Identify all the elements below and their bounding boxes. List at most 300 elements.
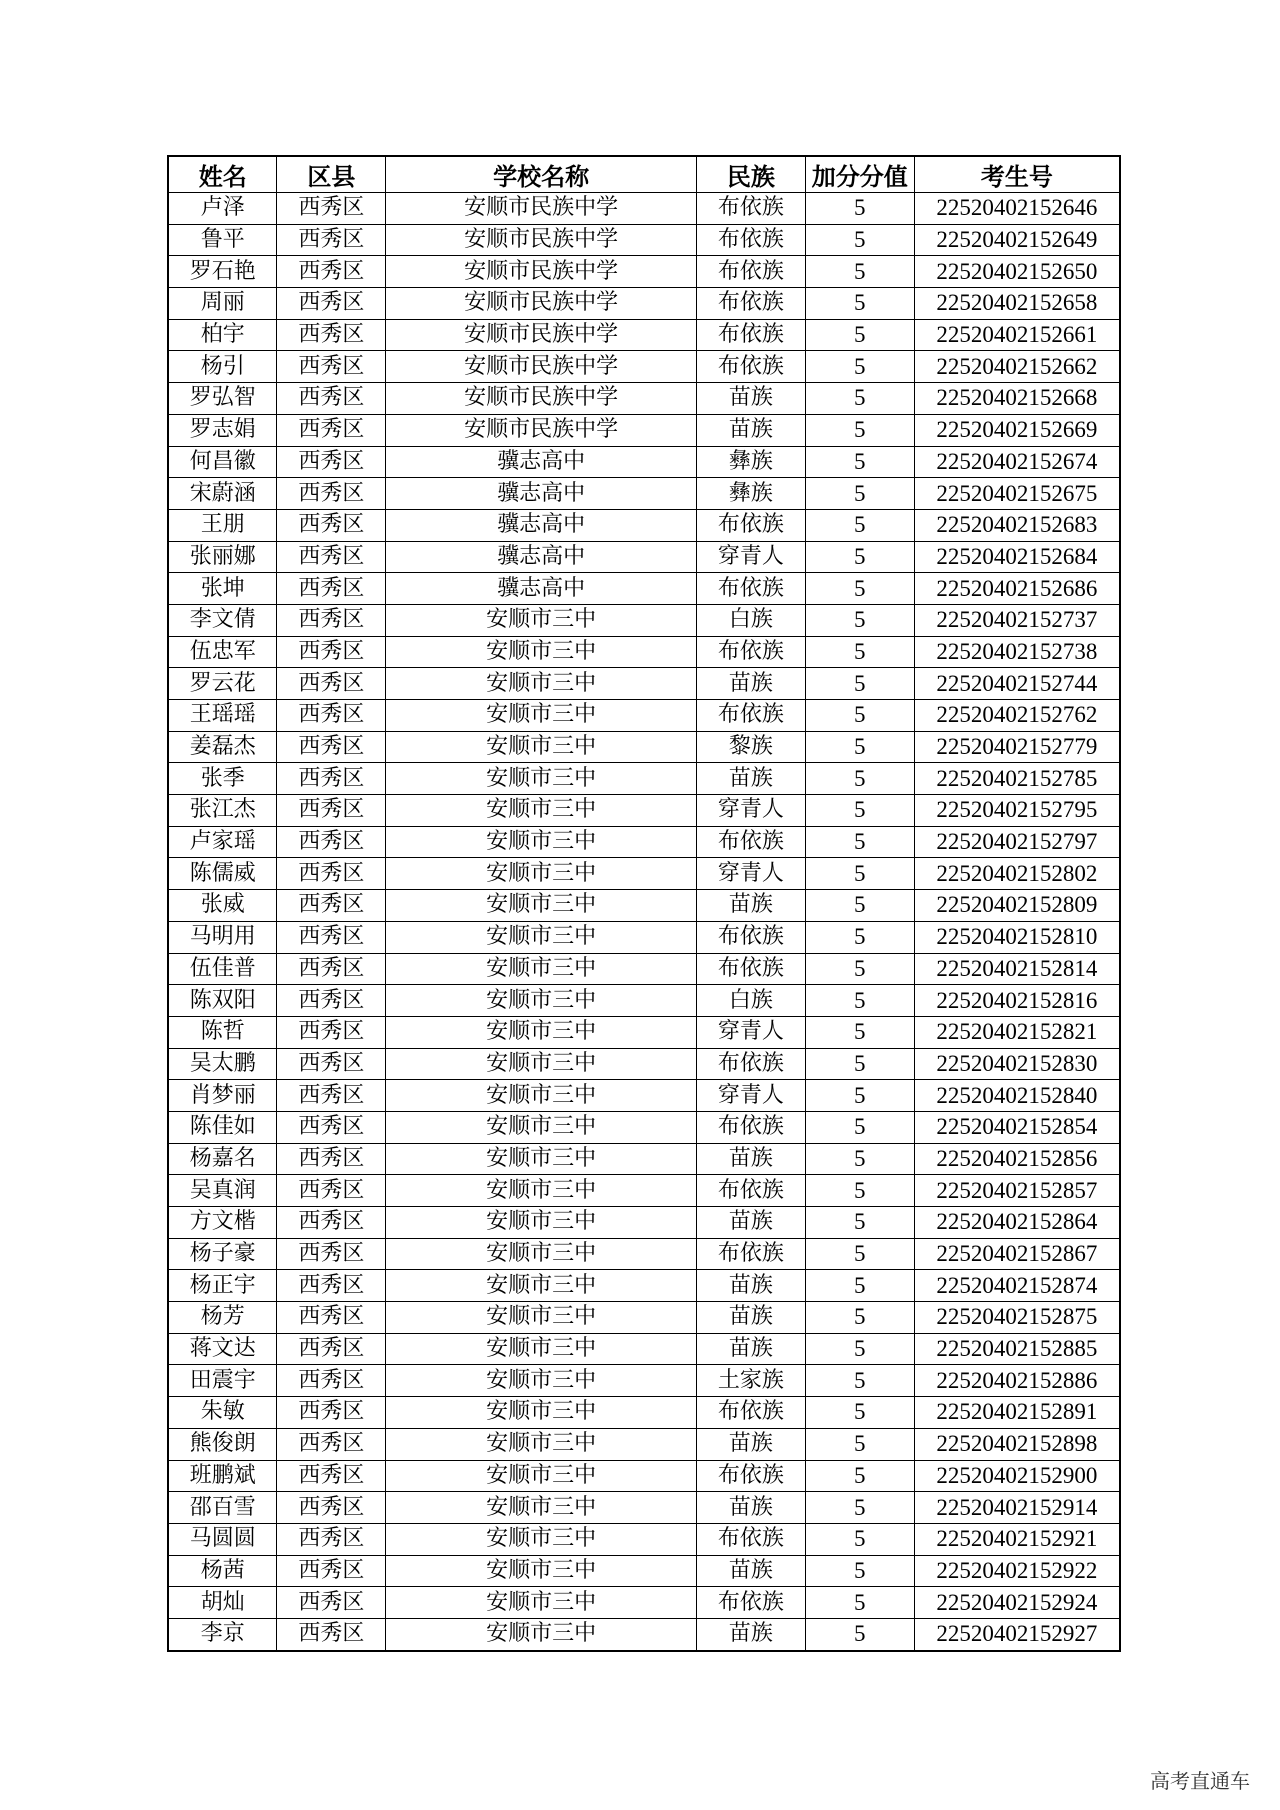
cell-bonus-points: 5 [805,921,914,953]
cell-district: 西秀区 [277,383,386,415]
cell-school: 安顺市民族中学 [386,288,697,320]
cell-school: 骥志高中 [386,509,697,541]
cell-school: 安顺市民族中学 [386,256,697,288]
cell-ethnicity: 布依族 [696,1587,805,1619]
cell-candidate-id: 22520402152683 [914,509,1120,541]
cell-bonus-points: 5 [805,763,914,795]
cell-school: 安顺市民族中学 [386,193,697,225]
cell-bonus-points: 5 [805,1080,914,1112]
cell-ethnicity: 彝族 [696,478,805,510]
header-name: 姓名 [168,156,277,193]
cell-name: 田震宇 [168,1365,277,1397]
cell-school: 安顺市三中 [386,731,697,763]
cell-candidate-id: 22520402152662 [914,351,1120,383]
cell-school: 骥志高中 [386,478,697,510]
cell-name: 张季 [168,763,277,795]
cell-ethnicity: 布依族 [696,1523,805,1555]
cell-name: 陈哲 [168,1016,277,1048]
cell-name: 伍忠军 [168,636,277,668]
cell-ethnicity: 白族 [696,604,805,636]
cell-ethnicity: 布依族 [696,573,805,605]
cell-district: 西秀区 [277,1492,386,1524]
cell-ethnicity: 苗族 [696,383,805,415]
cell-district: 西秀区 [277,509,386,541]
table-row [168,1207,1120,1239]
table-row [168,1365,1120,1397]
header-bonus-points: 加分分值 [805,156,914,193]
cell-bonus-points: 5 [805,1492,914,1524]
cell-candidate-id: 22520402152922 [914,1555,1120,1587]
cell-bonus-points: 5 [805,1555,914,1587]
cell-ethnicity: 布依族 [696,826,805,858]
cell-candidate-id: 22520402152874 [914,1270,1120,1302]
table-row [168,573,1120,605]
cell-school: 安顺市三中 [386,668,697,700]
cell-district: 西秀区 [277,1428,386,1460]
cell-candidate-id: 22520402152885 [914,1333,1120,1365]
cell-ethnicity: 布依族 [696,1460,805,1492]
cell-ethnicity: 苗族 [696,414,805,446]
cell-district: 西秀区 [277,573,386,605]
cell-district: 西秀区 [277,1555,386,1587]
cell-candidate-id: 22520402152891 [914,1397,1120,1429]
cell-district: 西秀区 [277,795,386,827]
table-row [168,1048,1120,1080]
cell-ethnicity: 苗族 [696,1555,805,1587]
cell-name: 杨嘉名 [168,1143,277,1175]
cell-name: 马圆圆 [168,1523,277,1555]
cell-bonus-points: 5 [805,1587,914,1619]
cell-ethnicity: 苗族 [696,1333,805,1365]
cell-district: 西秀区 [277,1333,386,1365]
cell-bonus-points: 5 [805,509,914,541]
table-row [168,1523,1120,1555]
table-row [168,763,1120,795]
cell-school: 骥志高中 [386,541,697,573]
cell-bonus-points: 5 [805,795,914,827]
cell-name: 班鹏斌 [168,1460,277,1492]
header-ethnicity: 民族 [696,156,805,193]
cell-bonus-points: 5 [805,541,914,573]
cell-name: 陈双阳 [168,985,277,1017]
cell-school: 安顺市三中 [386,1048,697,1080]
cell-school: 安顺市三中 [386,795,697,827]
cell-district: 西秀区 [277,446,386,478]
cell-name: 陈佳如 [168,1111,277,1143]
table-row [168,700,1120,732]
cell-bonus-points: 5 [805,890,914,922]
cell-school: 安顺市三中 [386,604,697,636]
cell-candidate-id: 22520402152886 [914,1365,1120,1397]
cell-ethnicity: 布依族 [696,193,805,225]
cell-ethnicity: 布依族 [696,319,805,351]
cell-bonus-points: 5 [805,1397,914,1429]
table-row [168,1492,1120,1524]
cell-ethnicity: 布依族 [696,1175,805,1207]
cell-name: 杨正宇 [168,1270,277,1302]
cell-school: 骥志高中 [386,573,697,605]
cell-district: 西秀区 [277,1460,386,1492]
cell-candidate-id: 22520402152898 [914,1428,1120,1460]
cell-candidate-id: 22520402152924 [914,1587,1120,1619]
cell-school: 安顺市三中 [386,1270,697,1302]
table-row [168,604,1120,636]
cell-name: 杨子豪 [168,1238,277,1270]
cell-ethnicity: 苗族 [696,1207,805,1239]
cell-bonus-points: 5 [805,636,914,668]
cell-name: 陈儒威 [168,858,277,890]
cell-school: 安顺市三中 [386,1555,697,1587]
cell-name: 罗弘智 [168,383,277,415]
cell-bonus-points: 5 [805,1460,914,1492]
cell-bonus-points: 5 [805,858,914,890]
cell-school: 安顺市三中 [386,700,697,732]
cell-ethnicity: 布依族 [696,509,805,541]
cell-name: 姜磊杰 [168,731,277,763]
cell-candidate-id: 22520402152661 [914,319,1120,351]
cell-ethnicity: 布依族 [696,256,805,288]
table-row [168,1143,1120,1175]
table-row [168,921,1120,953]
cell-name: 李京 [168,1618,277,1650]
cell-bonus-points: 5 [805,1238,914,1270]
cell-school: 安顺市三中 [386,1428,697,1460]
cell-school: 安顺市三中 [386,1080,697,1112]
cell-ethnicity: 布依族 [696,351,805,383]
cell-district: 西秀区 [277,890,386,922]
cell-name: 罗志娟 [168,414,277,446]
table-row [168,1428,1120,1460]
cell-district: 西秀区 [277,1302,386,1334]
cell-name: 肖梦丽 [168,1080,277,1112]
cell-bonus-points: 5 [805,1048,914,1080]
table-row [168,953,1120,985]
cell-ethnicity: 苗族 [696,763,805,795]
cell-name: 王朋 [168,509,277,541]
cell-name: 张威 [168,890,277,922]
cell-district: 西秀区 [277,1175,386,1207]
table-row [168,1016,1120,1048]
cell-district: 西秀区 [277,1397,386,1429]
cell-candidate-id: 22520402152914 [914,1492,1120,1524]
cell-name: 吴真润 [168,1175,277,1207]
cell-ethnicity: 布依族 [696,1111,805,1143]
cell-school: 安顺市三中 [386,763,697,795]
cell-school: 安顺市三中 [386,1111,697,1143]
cell-bonus-points: 5 [805,1618,914,1650]
table-row [168,256,1120,288]
cell-ethnicity: 布依族 [696,224,805,256]
cell-ethnicity: 彝族 [696,446,805,478]
cell-candidate-id: 22520402152854 [914,1111,1120,1143]
table-row [168,509,1120,541]
cell-school: 安顺市三中 [386,1365,697,1397]
cell-school: 骥志高中 [386,446,697,478]
header-school: 学校名称 [386,156,697,193]
cell-candidate-id: 22520402152814 [914,953,1120,985]
cell-candidate-id: 22520402152795 [914,795,1120,827]
cell-candidate-id: 22520402152744 [914,668,1120,700]
cell-ethnicity: 苗族 [696,1428,805,1460]
cell-candidate-id: 22520402152762 [914,700,1120,732]
cell-district: 西秀区 [277,288,386,320]
cell-name: 杨芳 [168,1302,277,1334]
cell-candidate-id: 22520402152864 [914,1207,1120,1239]
table-row [168,1460,1120,1492]
cell-name: 李文倩 [168,604,277,636]
cell-candidate-id: 22520402152900 [914,1460,1120,1492]
cell-school: 安顺市三中 [386,1302,697,1334]
cell-candidate-id: 22520402152809 [914,890,1120,922]
table-row [168,1333,1120,1365]
cell-candidate-id: 22520402152927 [914,1618,1120,1650]
cell-name: 邵百雪 [168,1492,277,1524]
cell-name: 卢泽 [168,193,277,225]
cell-bonus-points: 5 [805,573,914,605]
cell-candidate-id: 22520402152779 [914,731,1120,763]
cell-candidate-id: 22520402152649 [914,224,1120,256]
cell-district: 西秀区 [277,1365,386,1397]
cell-school: 安顺市三中 [386,636,697,668]
cell-district: 西秀区 [277,224,386,256]
cell-school: 安顺市三中 [386,1207,697,1239]
cell-ethnicity: 布依族 [696,288,805,320]
cell-bonus-points: 5 [805,319,914,351]
cell-bonus-points: 5 [805,604,914,636]
table-row [168,1555,1120,1587]
cell-candidate-id: 22520402152857 [914,1175,1120,1207]
cell-district: 西秀区 [277,763,386,795]
cell-name: 伍佳普 [168,953,277,985]
cell-district: 西秀区 [277,700,386,732]
cell-name: 宋蔚涵 [168,478,277,510]
cell-bonus-points: 5 [805,1207,914,1239]
table-body [168,193,1120,1651]
cell-name: 马明用 [168,921,277,953]
table-row [168,1270,1120,1302]
cell-ethnicity: 布依族 [696,636,805,668]
cell-name: 王瑶瑶 [168,700,277,732]
cell-ethnicity: 苗族 [696,1492,805,1524]
cell-name: 蒋文达 [168,1333,277,1365]
cell-bonus-points: 5 [805,351,914,383]
table-row [168,1302,1120,1334]
table-row [168,731,1120,763]
table-row [168,1397,1120,1429]
cell-ethnicity: 穿青人 [696,1016,805,1048]
table-row [168,826,1120,858]
cell-ethnicity: 布依族 [696,1238,805,1270]
table-row [168,668,1120,700]
cell-name: 吴太鹏 [168,1048,277,1080]
cell-bonus-points: 5 [805,193,914,225]
table-row [168,193,1120,225]
table-row [168,1175,1120,1207]
cell-bonus-points: 5 [805,478,914,510]
cell-school: 安顺市三中 [386,1143,697,1175]
cell-ethnicity: 苗族 [696,1270,805,1302]
table-row [168,351,1120,383]
cell-district: 西秀区 [277,351,386,383]
table-row [168,1111,1120,1143]
table-row [168,288,1120,320]
cell-bonus-points: 5 [805,1143,914,1175]
header-district: 区县 [277,156,386,193]
cell-school: 安顺市民族中学 [386,351,697,383]
cell-name: 杨茜 [168,1555,277,1587]
cell-bonus-points: 5 [805,731,914,763]
cell-district: 西秀区 [277,1111,386,1143]
cell-bonus-points: 5 [805,1365,914,1397]
table-row [168,541,1120,573]
cell-school: 安顺市三中 [386,890,697,922]
cell-candidate-id: 22520402152921 [914,1523,1120,1555]
cell-candidate-id: 22520402152830 [914,1048,1120,1080]
cell-school: 安顺市民族中学 [386,224,697,256]
cell-name: 柏宇 [168,319,277,351]
cell-candidate-id: 22520402152816 [914,985,1120,1017]
cell-school: 安顺市三中 [386,1460,697,1492]
cell-candidate-id: 22520402152867 [914,1238,1120,1270]
cell-bonus-points: 5 [805,668,914,700]
cell-district: 西秀区 [277,636,386,668]
cell-bonus-points: 5 [805,1523,914,1555]
cell-name: 罗石艳 [168,256,277,288]
cell-district: 西秀区 [277,193,386,225]
cell-district: 西秀区 [277,1143,386,1175]
cell-school: 安顺市三中 [386,985,697,1017]
cell-school: 安顺市三中 [386,1016,697,1048]
cell-school: 安顺市三中 [386,826,697,858]
cell-district: 西秀区 [277,858,386,890]
cell-bonus-points: 5 [805,826,914,858]
table-row [168,478,1120,510]
table-row [168,985,1120,1017]
cell-bonus-points: 5 [805,1270,914,1302]
cell-candidate-id: 22520402152802 [914,858,1120,890]
cell-district: 西秀区 [277,668,386,700]
table-row [168,636,1120,668]
cell-name: 卢家瑶 [168,826,277,858]
cell-school: 安顺市民族中学 [386,319,697,351]
cell-candidate-id: 22520402152674 [914,446,1120,478]
cell-ethnicity: 土家族 [696,1365,805,1397]
cell-school: 安顺市三中 [386,1333,697,1365]
cell-district: 西秀区 [277,1523,386,1555]
table-row [168,1618,1120,1650]
table-row [168,319,1120,351]
cell-candidate-id: 22520402152684 [914,541,1120,573]
cell-name: 熊俊朗 [168,1428,277,1460]
cell-school: 安顺市三中 [386,1492,697,1524]
cell-ethnicity: 穿青人 [696,795,805,827]
cell-candidate-id: 22520402152810 [914,921,1120,953]
cell-bonus-points: 5 [805,288,914,320]
cell-bonus-points: 5 [805,1016,914,1048]
cell-school: 安顺市三中 [386,1618,697,1650]
cell-school: 安顺市三中 [386,921,697,953]
cell-school: 安顺市三中 [386,1587,697,1619]
table-header-row [168,156,1120,193]
cell-name: 何昌徽 [168,446,277,478]
cell-district: 西秀区 [277,319,386,351]
cell-district: 西秀区 [277,1618,386,1650]
cell-candidate-id: 22520402152650 [914,256,1120,288]
cell-ethnicity: 苗族 [696,1618,805,1650]
cell-name: 方文楷 [168,1207,277,1239]
table-row [168,858,1120,890]
cell-district: 西秀区 [277,1270,386,1302]
cell-school: 安顺市民族中学 [386,383,697,415]
cell-ethnicity: 苗族 [696,890,805,922]
cell-ethnicity: 苗族 [696,668,805,700]
cell-district: 西秀区 [277,478,386,510]
cell-name: 张丽娜 [168,541,277,573]
cell-bonus-points: 5 [805,985,914,1017]
cell-ethnicity: 苗族 [696,1302,805,1334]
cell-bonus-points: 5 [805,1302,914,1334]
cell-bonus-points: 5 [805,1333,914,1365]
cell-ethnicity: 苗族 [696,1143,805,1175]
cell-district: 西秀区 [277,1587,386,1619]
cell-candidate-id: 22520402152737 [914,604,1120,636]
cell-school: 安顺市三中 [386,858,697,890]
cell-district: 西秀区 [277,731,386,763]
cell-bonus-points: 5 [805,1111,914,1143]
cell-name: 杨引 [168,351,277,383]
cell-ethnicity: 黎族 [696,731,805,763]
cell-school: 安顺市民族中学 [386,414,697,446]
cell-district: 西秀区 [277,1238,386,1270]
cell-candidate-id: 22520402152875 [914,1302,1120,1334]
cell-district: 西秀区 [277,953,386,985]
cell-candidate-id: 22520402152821 [914,1016,1120,1048]
cell-bonus-points: 5 [805,256,914,288]
cell-bonus-points: 5 [805,383,914,415]
table-row [168,795,1120,827]
table-row [168,1080,1120,1112]
cell-bonus-points: 5 [805,700,914,732]
cell-ethnicity: 穿青人 [696,858,805,890]
cell-school: 安顺市三中 [386,1523,697,1555]
cell-candidate-id: 22520402152797 [914,826,1120,858]
table-row [168,1587,1120,1619]
cell-name: 罗云花 [168,668,277,700]
cell-school: 安顺市三中 [386,1238,697,1270]
cell-district: 西秀区 [277,1016,386,1048]
cell-school: 安顺市三中 [386,953,697,985]
cell-name: 鲁平 [168,224,277,256]
cell-candidate-id: 22520402152738 [914,636,1120,668]
cell-school: 安顺市三中 [386,1175,697,1207]
cell-candidate-id: 22520402152675 [914,478,1120,510]
cell-district: 西秀区 [277,1207,386,1239]
cell-district: 西秀区 [277,604,386,636]
cell-bonus-points: 5 [805,414,914,446]
cell-candidate-id: 22520402152840 [914,1080,1120,1112]
table-row [168,224,1120,256]
cell-ethnicity: 布依族 [696,1048,805,1080]
cell-name: 胡灿 [168,1587,277,1619]
cell-district: 西秀区 [277,541,386,573]
cell-ethnicity: 布依族 [696,1397,805,1429]
cell-ethnicity: 穿青人 [696,541,805,573]
cell-district: 西秀区 [277,921,386,953]
cell-bonus-points: 5 [805,446,914,478]
table-row [168,890,1120,922]
candidate-table [167,155,1121,1652]
cell-name: 朱敏 [168,1397,277,1429]
